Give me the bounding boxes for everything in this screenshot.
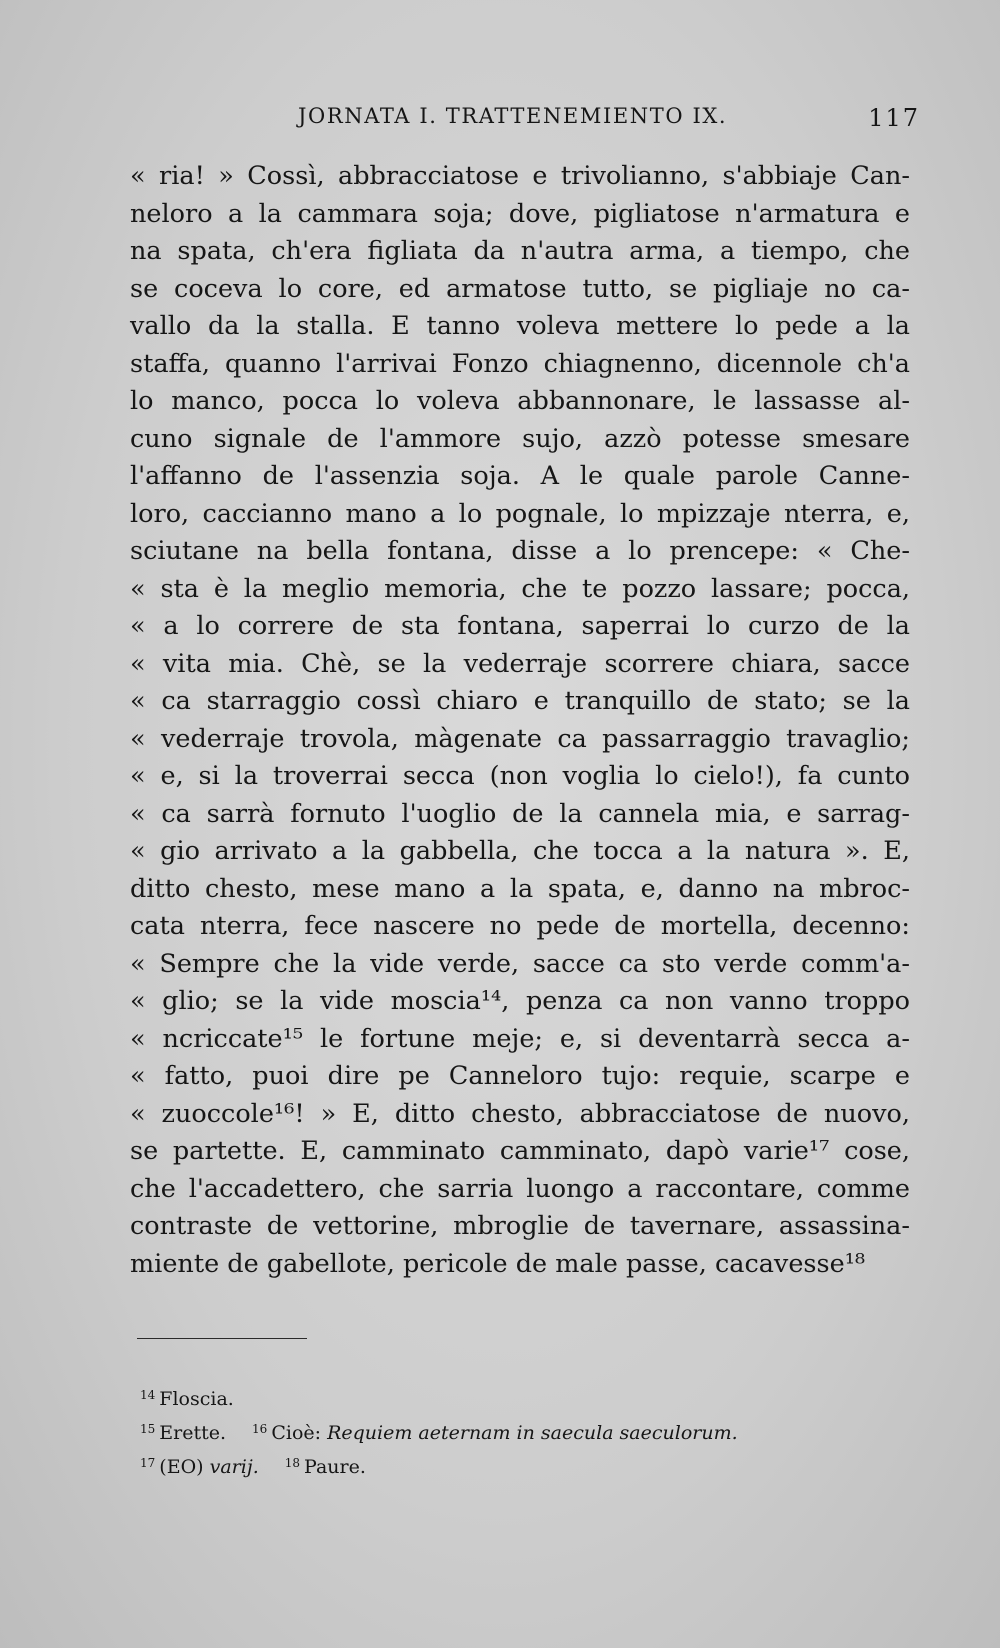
footnote-text: Paure. — [304, 1456, 366, 1478]
text-line: cata nterra, fece nascere no pede de mortella, decenno: — [130, 911, 910, 941]
text-line: « ncriccate¹⁵ le fortune meje; e, si deventarrà secca a- — [130, 1023, 910, 1054]
text-line: se coceva lo core, ed armatose tutto, se pigliaje no ca- — [130, 273, 910, 304]
footnote-divider — [137, 1338, 307, 1339]
running-head: JORNATA I. TRATTENEMIENTO IX. — [298, 104, 728, 128]
main-text — [130, 158, 910, 1283]
text-line: se partette. E, camminato camminato, dapò varie¹⁷ cose, — [130, 1136, 910, 1166]
text-line: « vederraje trovola, màgenate ca passarraggio travaglio; — [130, 723, 910, 754]
footnote-text: varij. — [209, 1456, 259, 1478]
page-number: 117 — [868, 104, 920, 132]
footnote-text: Erette. — [159, 1422, 227, 1444]
text-line: che l'accadettero, che sarria luongo a raccontare, comme — [130, 1173, 910, 1204]
text-line: miente de gabellote, pericole de male passe, cacavesse¹⁸ — [130, 1248, 866, 1279]
footnote-line — [140, 1412, 910, 1446]
text-line: cuno signale de l'ammore sujo, azzò potesse smesare — [130, 423, 910, 454]
footnote-number: 18 — [284, 1456, 301, 1470]
text-line: « fatto, puoi dire pe Canneloro tujo: requie, scarpe e — [130, 1061, 910, 1091]
text-line: contraste de vettorine, mbroglie de tavernare, assassina- — [130, 1211, 910, 1241]
footnote-text: Floscia. — [159, 1388, 234, 1410]
footnote-text: Requiem aeternam in saecula saeculorum. — [327, 1422, 738, 1444]
text-line: l'affanno de l'assenzia soja. A le quale parole Canne- — [130, 461, 910, 491]
text-line: vallo da la stalla. E tanno voleva mettere lo pede a la — [130, 311, 910, 341]
text-line: « e, si la troverrai secca (non voglia lo cielo!), fa cunto — [130, 761, 910, 791]
text-line: staffa, quanno l'arrivai Fonzo chiagnenno, dicennole ch'a — [130, 348, 910, 379]
page-header — [130, 104, 920, 138]
footnote-prefix: Cioè: — [271, 1422, 328, 1444]
text-line: ditto chesto, mese mano a la spata, e, danno na mbroc- — [130, 873, 910, 904]
text-line: « a lo correre de sta fontana, saperrai lo curzo de la — [130, 611, 910, 641]
text-line: « ria! » Cossì, abbracciatose e trivolianno, s'abbiaje Can- — [130, 161, 910, 191]
text-line: « glio; se la vide moscia¹⁴, penza ca non vanno troppo — [130, 986, 910, 1016]
footnote-prefix: (EO) — [159, 1456, 210, 1478]
text-line: « sta è la meglio memoria, che te pozzo lassare; pocca, — [130, 573, 910, 604]
footnote-number: 17 — [140, 1456, 156, 1470]
footnote-line — [140, 1446, 910, 1480]
text-line: « Sempre che la vide verde, sacce ca sto verde comm'a- — [130, 948, 910, 979]
text-line: loro, caccianno mano a lo pognale, lo mpizzaje nterra, e, — [130, 498, 910, 529]
footnotes — [140, 1378, 910, 1480]
text-line: lo manco, pocca lo voleva abbannonare, le lassasse al- — [130, 386, 910, 416]
text-line: neloro a la cammara soja; dove, pigliatose n'armatura e — [130, 198, 910, 229]
text-line: « ca starraggio cossì chiaro e tranquillo de stato; se la — [130, 686, 910, 716]
text-line: « gio arrivato a la gabbella, che tocca a la natura ». E, — [130, 836, 910, 866]
text-line: sciutane na bella fontana, disse a lo prencepe: « Che- — [130, 536, 910, 566]
footnote-number: 14 — [140, 1388, 156, 1402]
text-line: « zuoccole¹⁶! » E, ditto chesto, abbracciatose de nuovo, — [130, 1098, 910, 1129]
text-line: « ca sarrà fornuto l'uoglio de la cannela mia, e sarrag- — [130, 798, 910, 829]
footnote-line — [140, 1378, 910, 1412]
footnote-number: 16 — [252, 1422, 268, 1436]
footnote-number: 15 — [140, 1422, 156, 1436]
text-line: « vita mia. Chè, se la vederraje scorrere chiara, sacce — [130, 648, 910, 679]
text-line: na spata, ch'era figliata da n'autra arma, a tiempo, che — [130, 236, 910, 266]
